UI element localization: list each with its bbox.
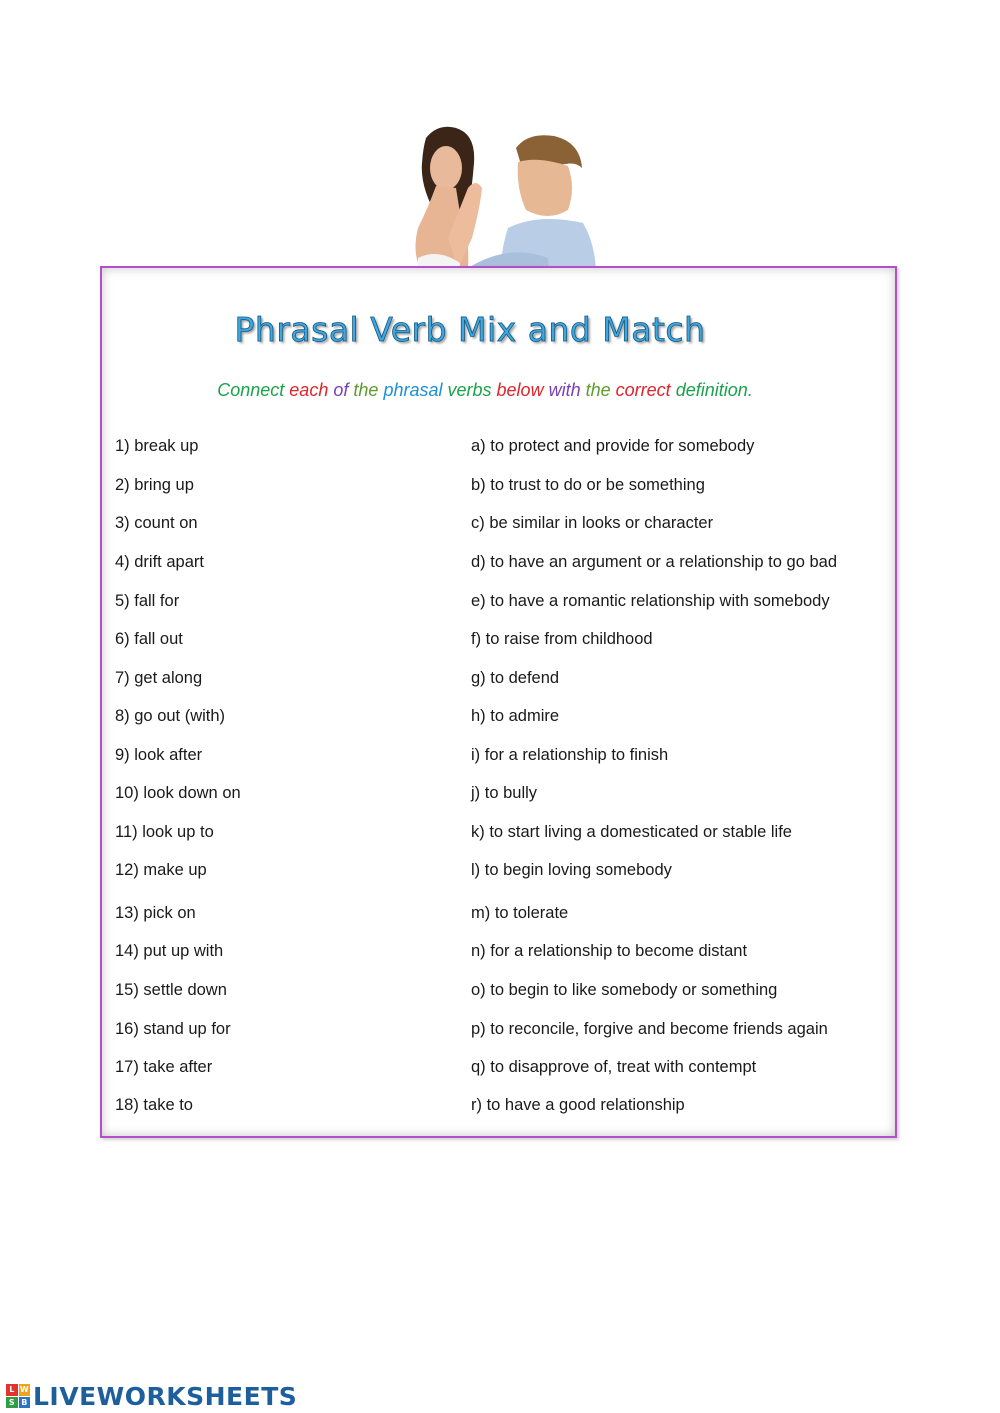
match-row xyxy=(115,669,875,693)
logo-letter: W xyxy=(19,1385,29,1394)
phrasal-verb: 3) count on xyxy=(115,514,198,532)
definition: c) be similar in looks or character xyxy=(471,514,714,532)
match-row xyxy=(115,476,875,500)
logo-letter: B xyxy=(19,1397,31,1409)
instruction-word: definition. xyxy=(675,380,753,400)
match-row xyxy=(115,1020,875,1044)
footer-logo xyxy=(6,1381,297,1411)
phrasal-verb: 12) make up xyxy=(115,861,207,879)
instruction-word: with xyxy=(548,380,581,400)
phrasal-verb: 14) put up with xyxy=(115,942,224,960)
phrasal-verb: 18) take to xyxy=(115,1096,193,1114)
definition: i) for a relationship to finish xyxy=(471,746,669,764)
phrasal-verb: 4) drift apart xyxy=(115,553,204,571)
definition: k) to start living a domesticated or stable life xyxy=(471,823,792,841)
definition: q) to disapprove of, treat with contempt xyxy=(471,1058,757,1076)
phrasal-verb: 5) fall for xyxy=(115,592,180,610)
instruction-word: the xyxy=(585,380,611,400)
definition: m) to tolerate xyxy=(471,904,569,922)
phrasal-verb: 16) stand up for xyxy=(115,1020,231,1038)
match-row xyxy=(115,437,875,461)
match-row xyxy=(115,592,875,616)
definition: e) to have a romantic relationship with somebody xyxy=(471,592,830,610)
phrasal-verb: 10) look down on xyxy=(115,784,241,802)
worksheet-title: Phrasal Verb Mix and Match xyxy=(234,310,706,349)
instruction-text xyxy=(0,380,970,401)
definition: l) to begin loving somebody xyxy=(471,861,672,879)
definition: f) to raise from childhood xyxy=(471,630,653,648)
match-row xyxy=(115,1096,875,1120)
instruction-word: of xyxy=(333,380,349,400)
match-row xyxy=(115,904,875,928)
phrasal-verb: 13) pick on xyxy=(115,904,196,922)
instruction-word: each xyxy=(289,380,329,400)
definition: o) to begin to like somebody or something xyxy=(471,981,778,999)
instruction-word: correct xyxy=(615,380,671,400)
definition: h) to admire xyxy=(471,707,560,725)
brand-name: LIVEWORKSHEETS xyxy=(33,1381,298,1411)
instruction-word: phrasal xyxy=(383,380,443,400)
instruction-word: Connect xyxy=(217,380,285,400)
phrasal-verb: 11) look up to xyxy=(115,823,214,841)
phrasal-verb: 17) take after xyxy=(115,1058,213,1076)
match-row xyxy=(115,630,875,654)
phrasal-verb: 1) break up xyxy=(115,437,199,455)
match-row xyxy=(115,1058,875,1082)
match-row xyxy=(115,746,875,770)
phrasal-verb: 15) settle down xyxy=(115,981,227,999)
match-row xyxy=(115,942,875,966)
definition: g) to defend xyxy=(471,669,560,687)
liveworksheets-logo-icon xyxy=(6,1384,30,1408)
phrasal-verb: 6) fall out xyxy=(115,630,183,648)
logo-letter: L xyxy=(6,1384,18,1396)
match-row xyxy=(115,823,875,847)
definition: n) for a relationship to become distant xyxy=(471,942,748,960)
definition: d) to have an argument or a relationship to go bad xyxy=(471,553,837,571)
logo-letter: S xyxy=(6,1397,18,1409)
instruction-word: verbs xyxy=(447,380,492,400)
definition: a) to protect and provide for somebody xyxy=(471,437,755,455)
match-row xyxy=(115,861,875,885)
match-row xyxy=(115,553,875,577)
instruction-word: below xyxy=(496,380,544,400)
match-row xyxy=(115,707,875,731)
definition: p) to reconcile, forgive and become friends again xyxy=(471,1020,828,1038)
phrasal-verb: 2) bring up xyxy=(115,476,194,494)
phrasal-verb: 8) go out (with) xyxy=(115,707,226,725)
match-row xyxy=(115,981,875,1005)
instruction-word: the xyxy=(353,380,379,400)
phrasal-verb: 7) get along xyxy=(115,669,203,687)
match-row xyxy=(115,784,875,808)
definition: b) to trust to do or be something xyxy=(471,476,705,494)
phrasal-verb: 9) look after xyxy=(115,746,203,764)
match-row xyxy=(115,514,875,538)
definition: r) to have a good relationship xyxy=(471,1096,685,1114)
definition: j) to bully xyxy=(471,784,538,802)
